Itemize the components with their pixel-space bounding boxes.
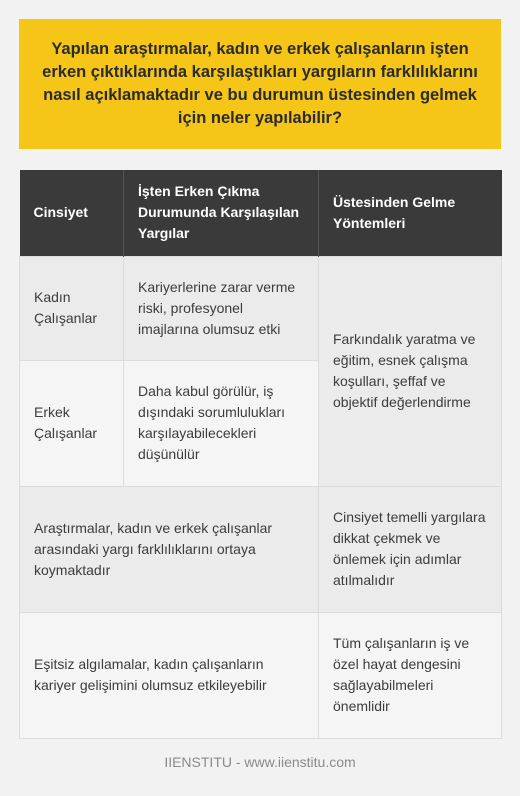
header-gender: Cinsiyet (20, 170, 124, 256)
table-header-row (20, 170, 502, 256)
footer-credit: IIENSTITU - www.iienstitu.com (164, 754, 356, 770)
cell-method-2: Tüm çalışanların iş ve özel hayat dengesini sağlayabilmeleri önemlidir (319, 612, 502, 738)
header-judgments: İşten Erken Çıkma Durumunda Karşılaşılan Yargılar (124, 170, 319, 256)
table-row (20, 486, 502, 612)
cell-gender-female: Kadın Çalışanlar (20, 256, 124, 360)
page-title: Yapılan araştırmalar, kadın ve erkek çalışanların işten erken çıktıklarında karşılaştıkları yargıların farklılıklarını nasıl açıklamaktadır ve bu durumun üstesinden gelmek için neler yapılabilir? (42, 40, 478, 127)
cell-judgment-female: Kariyerlerine zarar verme riski, profesyonel imajlarına olumsuz etki (124, 256, 319, 360)
cell-judgment-male: Daha kabul görülür, iş dışındaki sorumlulukları karşılayabilecekleri düşünülür (124, 360, 319, 486)
cell-gender-male: Erkek Çalışanlar (20, 360, 124, 486)
header-methods: Üstesinden Gelme Yöntemleri (319, 170, 502, 256)
comparison-table (19, 170, 502, 739)
title-banner (19, 19, 501, 149)
cell-finding-1: Araştırmalar, kadın ve erkek çalışanlar arasındaki yargı farklılıklarını ortaya koymaktadır (20, 486, 319, 612)
cell-shared-method: Farkındalık yaratma ve eğitim, esnek çalışma koşulları, şeffaf ve objektif değerlendirme (319, 256, 502, 486)
table-row (20, 256, 502, 360)
table-row (20, 612, 502, 738)
cell-finding-2: Eşitsiz algılamalar, kadın çalışanların kariyer gelişimini olumsuz etkileyebilir (20, 612, 319, 738)
cell-method-1: Cinsiyet temelli yargılara dikkat çekmek ve önlemek için adımlar atılmalıdır (319, 486, 502, 612)
